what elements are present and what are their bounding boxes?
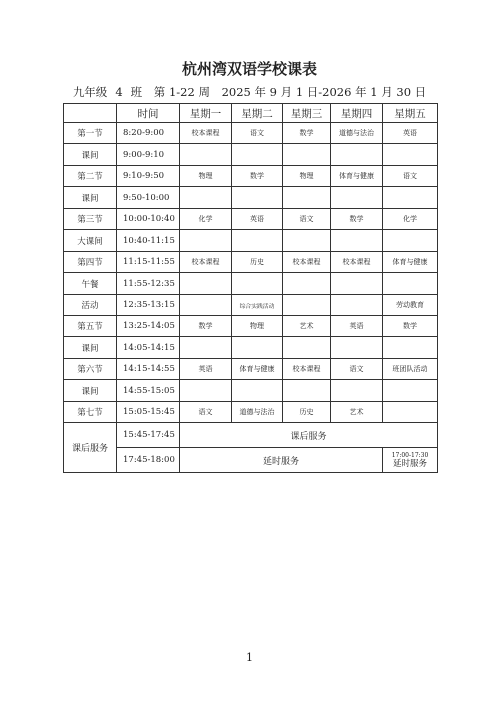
subject-cell bbox=[383, 273, 438, 295]
subject-cell: 校本课程 bbox=[180, 123, 232, 144]
friday-extended-text: 延时服务 bbox=[392, 459, 427, 469]
period-label: 课间 bbox=[64, 187, 117, 209]
subject-cell: 班团队活动 bbox=[383, 359, 438, 380]
subject-cell bbox=[180, 337, 232, 359]
period-label: 第六节 bbox=[64, 359, 117, 380]
subject-cell: 历史 bbox=[283, 402, 331, 423]
subject-cell: 艺术 bbox=[331, 402, 383, 423]
time-cell: 9:50-10:00 bbox=[117, 187, 180, 209]
subject-cell: 道德与法治 bbox=[331, 123, 383, 144]
subject-cell bbox=[283, 187, 331, 209]
subject-cell bbox=[180, 230, 232, 252]
time-cell: 10:00-10:40 bbox=[117, 209, 180, 230]
subject-cell bbox=[232, 380, 283, 402]
period-label: 第七节 bbox=[64, 402, 117, 423]
schedule-body bbox=[64, 123, 438, 423]
schedule-table bbox=[63, 103, 438, 473]
header-cell: 时间 bbox=[117, 104, 180, 123]
subject-cell: 校本课程 bbox=[283, 252, 331, 273]
subject-cell: 体育与健康 bbox=[331, 166, 383, 187]
subject-cell bbox=[383, 402, 438, 423]
subject-cell bbox=[383, 380, 438, 402]
period-label: 午餐 bbox=[64, 273, 117, 295]
header-cell: 星期三 bbox=[283, 104, 331, 123]
subject-cell: 校本课程 bbox=[283, 359, 331, 380]
table-row bbox=[64, 337, 438, 359]
table-row bbox=[64, 316, 438, 337]
time-cell: 13:25-14:05 bbox=[117, 316, 180, 337]
subject-cell bbox=[232, 337, 283, 359]
table-row bbox=[64, 380, 438, 402]
subject-cell: 英语 bbox=[180, 359, 232, 380]
subject-cell bbox=[232, 144, 283, 166]
table-row bbox=[64, 123, 438, 144]
subject-cell bbox=[180, 144, 232, 166]
subject-cell bbox=[331, 273, 383, 295]
time-cell: 9:00-9:10 bbox=[117, 144, 180, 166]
subject-cell bbox=[383, 337, 438, 359]
table-row bbox=[64, 166, 438, 187]
subject-cell: 劳动教育 bbox=[383, 295, 438, 316]
period-label: 第五节 bbox=[64, 316, 117, 337]
subject-cell bbox=[331, 144, 383, 166]
subject-cell bbox=[331, 337, 383, 359]
subject-cell: 物理 bbox=[232, 316, 283, 337]
extended-service: 延时服务 bbox=[180, 448, 383, 473]
period-label: 第二节 bbox=[64, 166, 117, 187]
subject-cell: 语文 bbox=[232, 123, 283, 144]
subject-cell bbox=[283, 230, 331, 252]
time-cell: 9:10-9:50 bbox=[117, 166, 180, 187]
subject-cell bbox=[232, 273, 283, 295]
grade: 九年级 bbox=[72, 85, 108, 99]
subject-cell: 物理 bbox=[180, 166, 232, 187]
extended-service-row bbox=[64, 448, 438, 473]
subject-cell: 体育与健康 bbox=[383, 252, 438, 273]
subject-cell: 数学 bbox=[180, 316, 232, 337]
time-cell: 12:35-13:15 bbox=[117, 295, 180, 316]
table-row bbox=[64, 273, 438, 295]
subject-cell bbox=[232, 187, 283, 209]
header-row bbox=[64, 104, 438, 123]
subject-cell: 校本课程 bbox=[180, 252, 232, 273]
subject-cell: 数学 bbox=[331, 209, 383, 230]
subject-cell: 英语 bbox=[232, 209, 283, 230]
time-cell: 11:55-12:35 bbox=[117, 273, 180, 295]
period-label: 第一节 bbox=[64, 123, 117, 144]
subject-cell bbox=[383, 187, 438, 209]
subject-cell: 英语 bbox=[383, 123, 438, 144]
subject-cell: 数学 bbox=[232, 166, 283, 187]
table-row bbox=[64, 209, 438, 230]
subject-cell bbox=[331, 295, 383, 316]
week-range: 第 1-22 周 bbox=[153, 85, 210, 99]
date-range: 2025 年 9 月 1 日-2026 年 1 月 30 日 bbox=[221, 85, 427, 99]
subject-cell: 语文 bbox=[283, 209, 331, 230]
after-school-service: 课后服务 bbox=[180, 423, 438, 448]
friday-extended-time: 17:00-17:30 bbox=[391, 452, 429, 459]
subject-cell bbox=[283, 337, 331, 359]
subject-cell: 数学 bbox=[283, 123, 331, 144]
subject-cell bbox=[283, 295, 331, 316]
subject-cell bbox=[283, 144, 331, 166]
table-row bbox=[64, 187, 438, 209]
after-school-row bbox=[64, 423, 438, 448]
friday-extended-service bbox=[383, 448, 438, 473]
time-cell: 17:45-18:00 bbox=[117, 448, 180, 473]
time-cell: 14:05-14:15 bbox=[117, 337, 180, 359]
subject-cell: 艺术 bbox=[283, 316, 331, 337]
subject-cell bbox=[180, 187, 232, 209]
subject-cell: 化学 bbox=[383, 209, 438, 230]
header-cell: 星期一 bbox=[180, 104, 232, 123]
subject-cell: 数学 bbox=[383, 316, 438, 337]
subject-cell: 语文 bbox=[383, 166, 438, 187]
header-cell: 星期四 bbox=[331, 104, 383, 123]
page-number: 1 bbox=[246, 651, 253, 664]
subject-cell bbox=[383, 230, 438, 252]
subject-cell: 综合实践活动 bbox=[232, 295, 283, 316]
period-label: 第四节 bbox=[64, 252, 117, 273]
page-title: 杭州湾双语学校课表 bbox=[181, 60, 317, 78]
subject-cell: 语文 bbox=[331, 359, 383, 380]
after-school-label: 课后服务 bbox=[64, 423, 117, 473]
subject-cell bbox=[331, 230, 383, 252]
time-cell: 11:15-11:55 bbox=[117, 252, 180, 273]
schedule-subtitle bbox=[0, 84, 499, 100]
table-row bbox=[64, 144, 438, 166]
class-word: 班 bbox=[130, 85, 143, 99]
subject-cell: 历史 bbox=[232, 252, 283, 273]
period-label: 课间 bbox=[64, 144, 117, 166]
period-label: 活动 bbox=[64, 295, 117, 316]
header-cell: 星期二 bbox=[232, 104, 283, 123]
table-row bbox=[64, 402, 438, 423]
after-school-section bbox=[64, 423, 438, 473]
subject-cell: 物理 bbox=[283, 166, 331, 187]
time-cell: 10:40-11:15 bbox=[117, 230, 180, 252]
subject-cell bbox=[180, 380, 232, 402]
subject-cell bbox=[383, 144, 438, 166]
subject-cell: 校本课程 bbox=[331, 252, 383, 273]
time-cell: 14:55-15:05 bbox=[117, 380, 180, 402]
table-row bbox=[64, 359, 438, 380]
subject-cell: 英语 bbox=[331, 316, 383, 337]
subject-cell bbox=[180, 295, 232, 316]
subject-cell: 体育与健康 bbox=[232, 359, 283, 380]
subject-cell: 语文 bbox=[180, 402, 232, 423]
subject-cell bbox=[331, 187, 383, 209]
subject-cell: 化学 bbox=[180, 209, 232, 230]
period-label: 课间 bbox=[64, 337, 117, 359]
subject-cell: 道德与法治 bbox=[232, 402, 283, 423]
time-cell: 15:45-17:45 bbox=[117, 423, 180, 448]
subject-cell bbox=[232, 230, 283, 252]
time-cell: 8:20-9:00 bbox=[117, 123, 180, 144]
header-cell bbox=[64, 104, 117, 123]
subject-cell bbox=[283, 380, 331, 402]
period-label: 课间 bbox=[64, 380, 117, 402]
subject-cell bbox=[283, 273, 331, 295]
table-row bbox=[64, 230, 438, 252]
time-cell: 14:15-14:55 bbox=[117, 359, 180, 380]
time-cell: 15:05-15:45 bbox=[117, 402, 180, 423]
subject-cell bbox=[180, 273, 232, 295]
period-label: 大课间 bbox=[64, 230, 117, 252]
table-row bbox=[64, 295, 438, 316]
header-cell: 星期五 bbox=[383, 104, 438, 123]
subject-cell bbox=[331, 380, 383, 402]
period-label: 第三节 bbox=[64, 209, 117, 230]
class-number: 4 bbox=[115, 85, 123, 99]
table-row bbox=[64, 252, 438, 273]
